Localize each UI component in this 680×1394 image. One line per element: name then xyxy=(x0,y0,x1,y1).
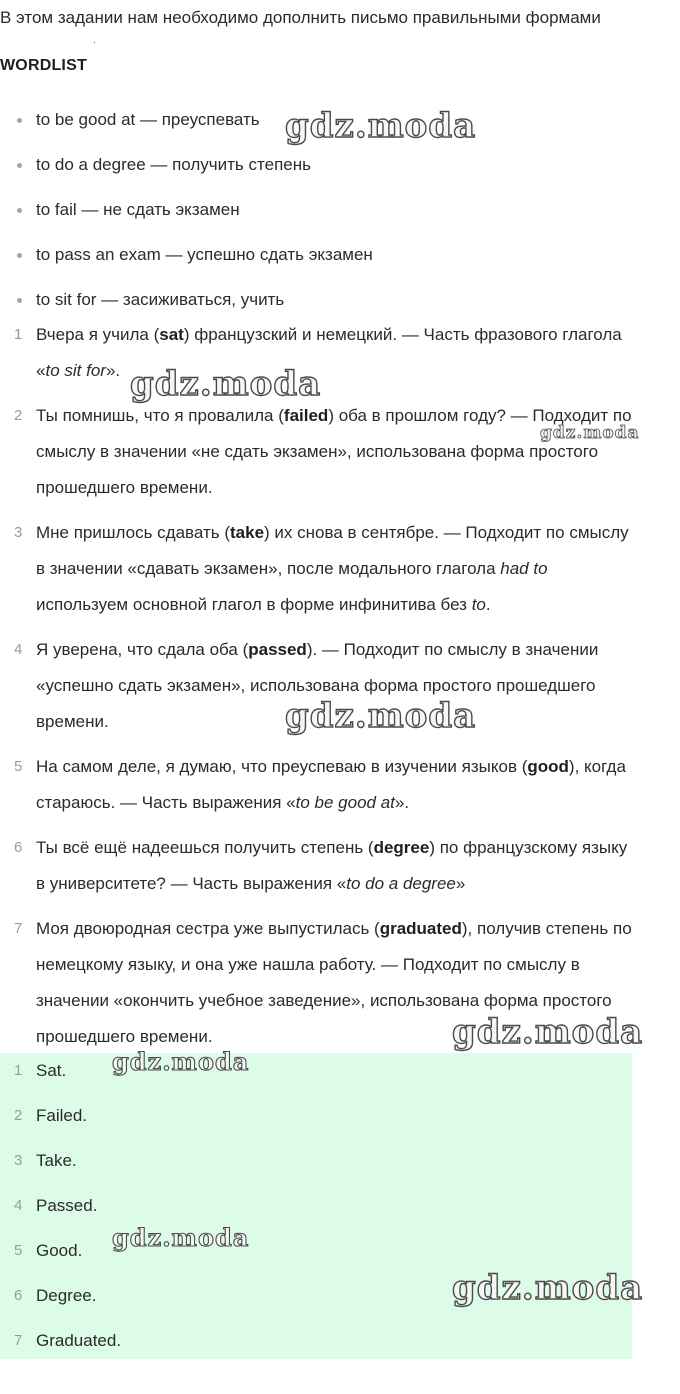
explanation-line: значении «окончить учебное заведение», использована форма простого xyxy=(36,991,612,1010)
watermark-logo: gdz.moda xyxy=(285,106,477,146)
item-number: 4 xyxy=(14,1197,23,1214)
explanation-line: времени. xyxy=(36,712,109,731)
answer-text: Graduated. xyxy=(36,1331,122,1350)
item-number: 6 xyxy=(14,839,23,856)
bullet-icon xyxy=(17,163,22,168)
answer-word: take xyxy=(230,523,265,542)
explanation-line: в значении «сдавать экзамен», после модального глагола had to xyxy=(36,559,548,578)
watermark-logo: gdz.moda xyxy=(285,696,477,736)
explanation-line: немецкому языку, и она уже нашла работу. — Подходит по смыслу в xyxy=(36,955,580,974)
watermark-logo: gdz.moda xyxy=(540,423,640,443)
wordlist-heading: WORDLIST xyxy=(0,57,87,74)
item-number: 1 xyxy=(14,1062,23,1079)
answer-word: passed xyxy=(248,640,307,659)
answer-word: failed xyxy=(283,406,329,425)
answer-text: Passed. xyxy=(36,1196,98,1215)
bullet-icon xyxy=(17,253,22,258)
answer-item xyxy=(0,1053,632,1089)
explanation-line: в университете? — Часть выражения «to do a degree» xyxy=(36,874,466,893)
answer-item xyxy=(0,1098,632,1134)
answer-text: Good. xyxy=(36,1241,83,1260)
explanation-line: «успешно сдать экзамен», использована форма простого прошедшего xyxy=(36,676,596,695)
bullet-icon xyxy=(17,208,22,213)
answer-word: good xyxy=(527,757,569,776)
answer-text: Failed. xyxy=(36,1106,88,1125)
answer-item xyxy=(0,1323,632,1359)
explanation-line: На самом деле, я думаю, что преуспеваю в изучении языков (good), когда xyxy=(36,757,626,776)
explanation-line: Я уверена, что сдала оба (passed). — Подходит по смыслу в значении xyxy=(36,640,599,659)
answer-text: Sat. xyxy=(36,1061,67,1080)
explanation-line: Ты всё ещё надеешься получить степень (degree) по французскому языку xyxy=(36,838,628,857)
watermark-logo: gdz.moda xyxy=(452,1268,644,1308)
item-number: 2 xyxy=(14,407,23,424)
item-number: 7 xyxy=(14,920,23,937)
explanation-line: прошедшего времени. xyxy=(36,1027,213,1046)
answer-word: degree xyxy=(373,838,430,857)
answer-text: Take. xyxy=(36,1151,77,1170)
bullet-icon xyxy=(17,298,22,303)
explanation-line: стараюсь. — Часть выражения «to be good at». xyxy=(36,793,410,812)
explanation-line: используем основной глагол в форме инфинитива без to. xyxy=(36,595,491,614)
item-number: 5 xyxy=(14,1242,23,1259)
item-number: 3 xyxy=(14,524,23,541)
explanation-line: «to sit for». xyxy=(36,361,121,380)
watermark-logo: gdz.moda xyxy=(112,1047,250,1076)
watermark-logo: gdz.moda xyxy=(112,1223,250,1252)
explanation-line: Моя двоюродная сестра уже выпустилась (graduated), получив степень по xyxy=(36,919,632,938)
explanation-line: Ты помнишь, что я провалила (failed) оба в прошлом году? — Подходит по xyxy=(36,406,632,425)
item-number: 2 xyxy=(14,1107,23,1124)
intro-text: В этом задании нам необходимо дополнить письмо правильными формами xyxy=(0,8,601,27)
item-number: 3 xyxy=(14,1152,23,1169)
item-number: 7 xyxy=(14,1332,23,1349)
item-number: 4 xyxy=(14,641,23,658)
item-number: 6 xyxy=(14,1287,23,1304)
explanation-line: Вчера я учила (sat) французский и немецкий. — Часть фразового глагола xyxy=(36,325,622,344)
item-number: 5 xyxy=(14,758,23,775)
watermark-logo: gdz.moda xyxy=(130,364,322,404)
answer-word: graduated xyxy=(379,919,462,938)
answer-item xyxy=(0,1233,632,1269)
explanation-line: Мне пришлось сдавать (take) их снова в сентябре. — Подходит по смыслу xyxy=(36,523,629,542)
answer-text: Degree. xyxy=(36,1286,97,1305)
explanation-line: прошедшего времени. xyxy=(36,478,213,497)
answer-word: sat xyxy=(159,325,184,344)
item-number: 1 xyxy=(14,326,23,343)
watermark-logo: gdz.moda xyxy=(452,1012,644,1052)
answers-box xyxy=(0,1053,632,1359)
bullet-icon xyxy=(17,118,22,123)
explanation-line: смыслу в значении «не сдать экзамен», использована форма простого xyxy=(36,442,599,461)
answer-item xyxy=(0,1188,632,1224)
intro-tail: . xyxy=(93,35,96,46)
answer-item xyxy=(0,1143,632,1179)
